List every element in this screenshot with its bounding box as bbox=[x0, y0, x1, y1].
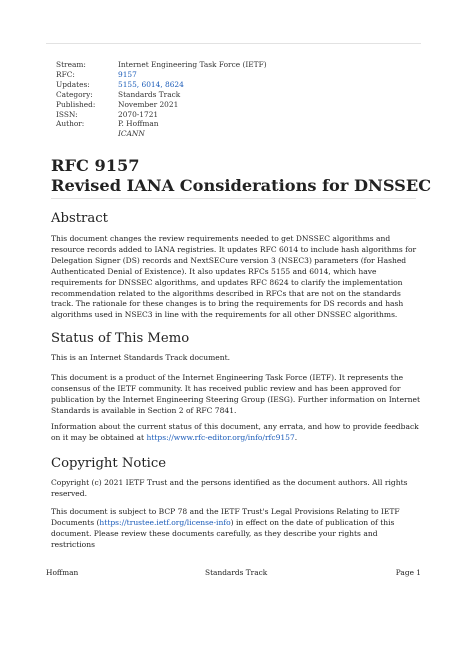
meta-row-issn bbox=[56, 110, 267, 120]
meta-value: November 2021 bbox=[118, 99, 179, 109]
meta-value: Standards Track bbox=[118, 89, 181, 99]
rfc-editor-info-link[interactable]: https://www.rfc-editor.org/info/rfc9157 bbox=[146, 432, 295, 442]
meta-key bbox=[56, 129, 118, 139]
footer-author: Hoffman bbox=[46, 568, 79, 577]
meta-key: RFC: bbox=[56, 69, 75, 79]
top-divider bbox=[46, 43, 421, 44]
title-rfc-number: RFC 9157 bbox=[51, 156, 140, 175]
copyright-heading: Copyright Notice bbox=[51, 456, 167, 471]
meta-row-stream bbox=[56, 60, 267, 70]
copyright-paragraph-2 bbox=[51, 507, 422, 551]
meta-key: Author: bbox=[56, 119, 85, 129]
footer-category: Standards Track bbox=[205, 568, 268, 577]
meta-value: P. Hoffman bbox=[118, 119, 159, 129]
meta-row-author bbox=[56, 119, 267, 129]
meta-value: 2070-1721 bbox=[118, 109, 159, 119]
copyright-text-end: ) in effect on the date of publication of this document. Please review these documents carefully, as they describe your rights and restrictions bbox=[51, 517, 395, 549]
status-paragraph-3 bbox=[51, 422, 422, 444]
document-title bbox=[51, 156, 431, 195]
meta-row-affiliation bbox=[56, 129, 267, 139]
status-heading: Status of This Memo bbox=[51, 331, 190, 346]
title-divider bbox=[51, 198, 416, 199]
meta-key: Updates: bbox=[56, 79, 90, 89]
meta-row-category bbox=[56, 90, 267, 100]
meta-row-updates bbox=[56, 80, 267, 90]
abstract-heading: Abstract bbox=[51, 211, 108, 226]
author-affiliation: ICANN bbox=[118, 129, 145, 139]
title-text: Revised IANA Considerations for DNSSEC bbox=[51, 175, 432, 195]
status-text: Information about the current status of this document, any errata, and how to provide feedback on it may be obtained at bbox=[51, 422, 419, 442]
meta-key: Stream: bbox=[56, 60, 86, 69]
status-paragraph-1: This is an Internet Standards Track document. bbox=[51, 353, 231, 362]
trust-license-link[interactable]: https://trustee.ietf.org/license-info bbox=[99, 517, 231, 527]
meta-row-rfc bbox=[56, 70, 267, 80]
meta-value: Internet Engineering Task Force (IETF) bbox=[118, 60, 267, 69]
meta-row-published bbox=[56, 100, 267, 110]
updates-links[interactable]: 5155, 6014, 8624 bbox=[118, 79, 184, 89]
meta-key: Published: bbox=[56, 99, 96, 109]
rfc-number-link[interactable]: 9157 bbox=[118, 69, 137, 79]
copyright-text: This document is subject to BCP 78 and the IETF Trust's Legal Provisions Relating to IETF Documents ( bbox=[51, 507, 400, 527]
status-paragraph-2: This document is a product of the Internet Engineering Task Force (IETF). It represents the consensus of the IETF community. It has received public review and has been approved for publication by the Internet Engineering Steering Group (IESG). Further information on Internet Standards is available in Section 2 of RFC 7841. bbox=[51, 373, 421, 415]
status-text-end: . bbox=[294, 432, 298, 442]
abstract-paragraph: This document changes the review requirements needed to get DNSSEC algorithms and resource records added to IANA registries. It updates RFC 6014 to include hash algorithms for Delegation Signer (DS) records and NextSECure version 3 (NSEC3) parameters (for Hashed Authenticated Denial of Existence). It also updates RFCs 5155 and 6014, which have requirements for DNSSEC algorithms, and updates RFC 8624 to clarify the implementation recommendation related to the algorithms described in RFCs that are not on the standards track. The rationale for these changes is to bring the requirements for DS records and hash algorithms used in NSEC3 in line with the requirements for all other DNSSEC algorithms. bbox=[51, 234, 417, 320]
document-metadata bbox=[56, 60, 267, 139]
meta-key: Category: bbox=[56, 89, 93, 99]
copyright-paragraph-1: Copyright (c) 2021 IETF Trust and the persons identified as the document authors. All rights reserved. bbox=[51, 478, 408, 498]
footer-page-number: Page 1 bbox=[395, 568, 421, 577]
meta-key: ISSN: bbox=[56, 109, 78, 119]
